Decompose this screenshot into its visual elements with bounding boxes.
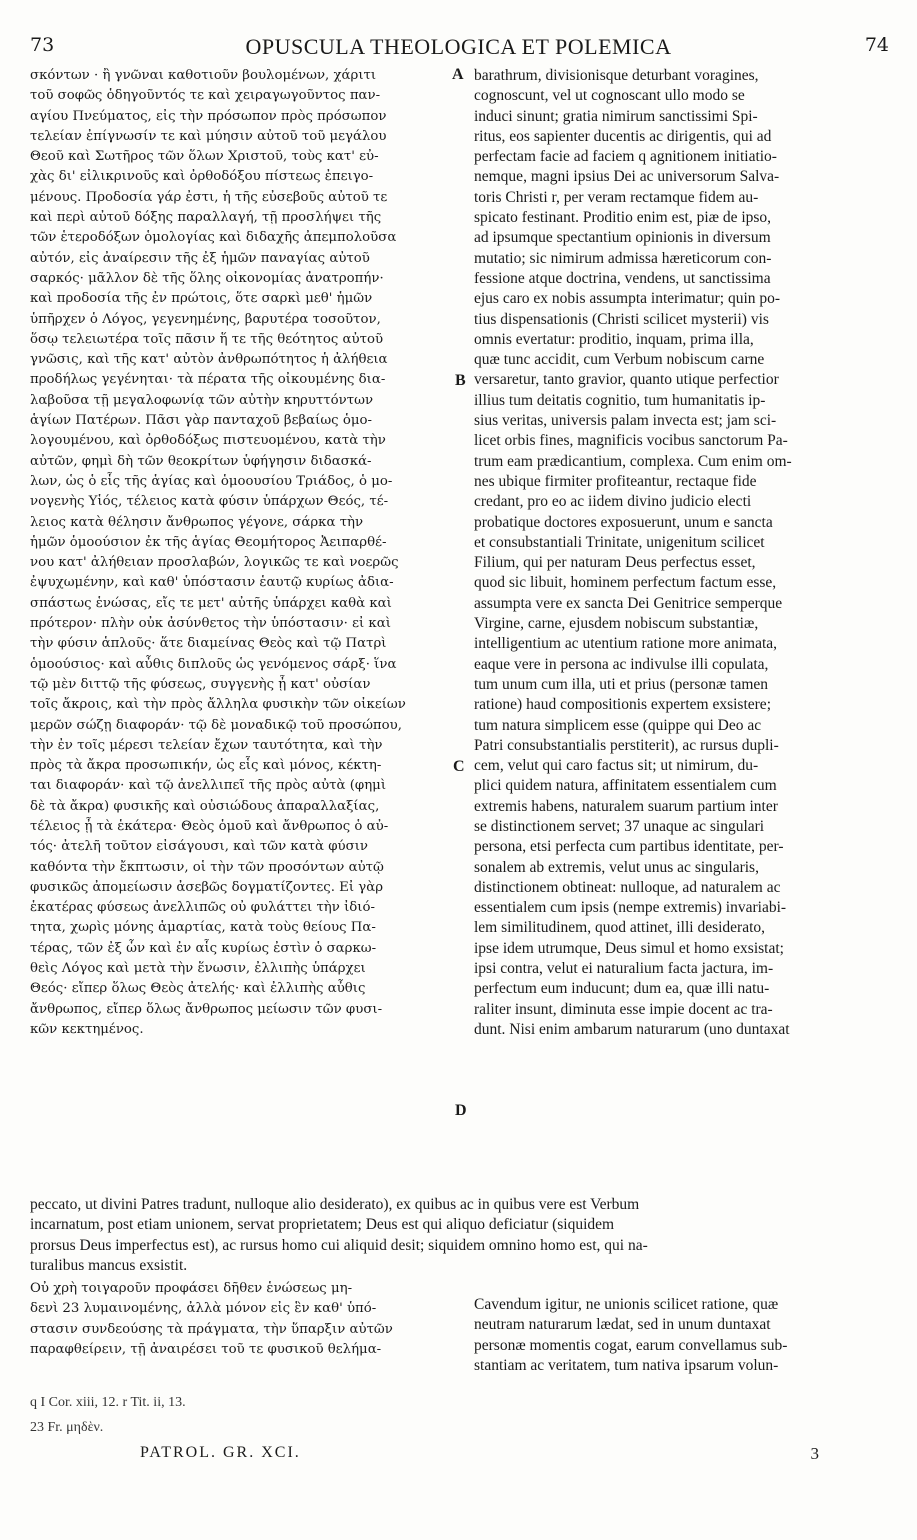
latin-line: sius veritas, universis palam invecta est; jam sci- (474, 412, 777, 430)
signature-number: 3 (810, 1444, 819, 1463)
latin-line: sonalem ab extremis, velut unus ac singularis, (474, 858, 759, 876)
greek-line: στασιν συνδεούσης τὰ πράγματα, τὴν ὕπαρξιν αὐτῶν (30, 1321, 393, 1337)
latin-line: Cavendum igitur, ne unionis scilicet ratione, quæ (474, 1296, 779, 1313)
latin-line: toris Christi r, per veram rectamque fidem au- (474, 188, 759, 206)
latin-line: licet orbis fines, magnificis vocibus sanctorum Pa- (474, 432, 788, 450)
greek-line: τέρας, τῶν ἐξ ὧν καὶ ἐν αἷς κυρίως ἐστὶν ὁ σαρκω- (30, 940, 377, 956)
latin-line: credant, pro eo ac iidem divino judicio electi (474, 493, 752, 511)
latin-line: plici quidem natura, affinitatem essentialem cum (474, 777, 777, 795)
full-width-line: incarnatum, post etiam unionem, servat proprietatem; Deus est qui aliquo deficiatur (siquidem (30, 1216, 615, 1234)
greek-line: ὁμοούσιος· καὶ αὖθις διπλοῦς ὡς γενόμενος σάρξ· ἵνα (30, 656, 397, 672)
latin-line: dunt. Nisi enim ambarum naturarum (uno duntaxat (474, 1020, 790, 1038)
latin-line: nes ubique firmiter profiteantur, rectaque fide (474, 472, 757, 490)
greek-line: ἁγίων Πατέρων. Πᾶσι γὰρ πανταχοῦ βεβαίως ὁμο- (30, 413, 372, 429)
greek-line: καὶ περὶ αὐτοῦ δόξης παραλλαγή, τῇ προσλήψει τῆς (30, 210, 382, 226)
greek-line: προδήλως γεγένηται· τὰ πέρατα τῆς οἰκουμένης δια- (30, 372, 386, 388)
greek-line: χὰς δι' εἰλικρινοῦς καὶ ὀρθοδόξου πίστεως ἐπειγο- (30, 169, 374, 185)
running-title: OPUSCULA THEOLOGICA ET POLEMICA (245, 34, 672, 59)
section-marker-b: B (455, 372, 466, 389)
greek-line: τοῦ σοφῶς ὁδηγοῦντός τε καὶ χειραγωγοῦντος παν- (30, 88, 381, 104)
latin-line: tum unum cum illa, uti et prius (personæ tamen (474, 675, 769, 693)
greek-line: τῶν ἑτεροδόξων ὁμολογίας καὶ διδαχῆς ἀπεμπολοῦσα (30, 230, 397, 246)
latin-line: ratione) haud compositionis expertem exsistere; (474, 696, 771, 714)
latin-line: assumpta vere ex sancta Dei Genitrice semperque (474, 594, 783, 612)
full-width-line: turalibus mancus exsistit. (30, 1256, 188, 1274)
latin-line: versaretur, tanto gravior, quanto utique perfectior (474, 371, 779, 389)
latin-line: se distinctionem servet; 37 unaque ac singulari (474, 817, 765, 835)
greek-line: αγίου Πνεύματος, εἰς τὴν πρόσωπον πρὸς πρόσωπον (30, 108, 387, 124)
latin-line: ipse idem utrumque, Deus simul et homo exsistat; (474, 939, 784, 957)
greek-line: σκόντων · ἢ γνῶναι καθοτιοῦν βουλομένων, χάριτι (30, 68, 377, 83)
latin-line: quæ tunc accidit, cum Verbum nobiscum carne (474, 351, 765, 369)
latin-line: stantiam ac veritatem, tum nativa ipsarum volun- (474, 1356, 779, 1374)
latin-line: extremis habens, naturalem suarum partium inter (474, 797, 778, 815)
latin-line: eaque vere in persona ac indivulse illi copulata, (474, 655, 769, 673)
latin-line: mutatio; sic nimirum admissa hæreticorum con- (474, 249, 772, 267)
greek-line: λογουμένου, καὶ ὀρθοδόξως πιστευομένου, κατὰ τὴν (30, 433, 386, 449)
latin-line: tius dispensationis (Christi scilicet mysterii) vis (474, 310, 769, 328)
latin-line: cognoscunt, vel ut cognoscant ullo modo se (474, 87, 745, 105)
latin-line: omnis evertatur: proditio, inquam, prima illa, (474, 330, 754, 348)
greek-line: Θεός· εἴπερ ὅλως Θεὸς ἀτελής· καὶ ἐλλιπὴς αὖθις (30, 981, 366, 997)
section-marker-c: C (453, 758, 465, 775)
latin-column (474, 66, 884, 1040)
greek-line: σαρκός· μᾶλλον δὲ τῆς ὅλης οἰκονομίας ἀνατροπήν· (30, 270, 384, 286)
greek-line: σπάστως ἑνώσας, εἴς τε μετ' αὐτῆς ὑπάρχει καθὰ καὶ (30, 595, 392, 611)
latin-line: cem, velut qui caro factus sit; ut nimirum, du- (474, 757, 759, 775)
latin-line: et consubstantiali Trinitate, unigenitum scilicet (474, 533, 765, 551)
greek-line: τῷ μὲν διττῷ τῆς φύσεως, συγγενὴς ᾖ κατ' οὐσίαν (30, 676, 371, 692)
greek-line: δενὶ 23 λυμαινομένης, ἀλλὰ μόνον εἰς ἓν καθ' ὑπό- (30, 1301, 377, 1317)
signature-label: PATROL. GR. XCI. (140, 1444, 301, 1461)
latin-line: trum eam prædicantium, complexa. Cum enim om- (474, 452, 792, 470)
right-page-number: 74 (864, 34, 889, 56)
full-width-line: prorsus Deus imperfectus est), ac rursus homo cui aliquid desit; siquidem omnino homo est, qui na- (30, 1236, 648, 1254)
greek-line: ἐψυχωμένην, καὶ καθ' ὑπόστασιν ἑαυτῷ κυρίως ἀδια- (30, 575, 394, 591)
full-width-line: peccato, ut divini Patres tradunt, nulloque alio desiderato), ex quibus ac in quibus vere est Verbum (30, 1196, 640, 1213)
latin-line: illius tum deitatis cognitio, tum humanitatis ip- (474, 391, 766, 409)
latin-line: ipsi contra, velut ei naturalium facta jactura, im- (474, 960, 774, 978)
greek-line: μερῶν σώζῃ διαφοράν· τῷ δὲ μοναδικῷ τοῦ προσώπου, (30, 717, 402, 733)
greek-line: τητα, χωρὶς μόνης ἁμαρτίας, κατὰ τοὺς θείους Πα- (30, 920, 376, 936)
latin-line: persona, etsi perfecta cum partibus identitate, per- (474, 838, 784, 856)
greek-line: ὅσῳ τελειωτέρα τοῖς πᾶσιν ἥ τε τῆς θεότητος αὐτοῦ (30, 331, 384, 347)
greek-line: νογενὴς Υἱός, τέλειος κατὰ φύσιν ὑπάρχων Θεός, τέ- (30, 494, 389, 510)
greek-line: καθόντα τὴν ἔκπτωσιν, οἱ τὴν τῶν προσόντων αὐτῷ (30, 859, 384, 875)
latin-line: raliter insunt, diminuta esse impie docent ac tra- (474, 1000, 773, 1018)
greek-line: τέλειος ᾖ τὰ ἑκάτερα· Θεὸς ὁμοῦ καὶ ἄνθρωπος ὁ αὐ- (30, 818, 389, 834)
latin-line: Filium, qui per naturam Deus perfectus esset, (474, 554, 756, 572)
latin-line: nemque, magni ipsius Dei ac universorum Salva- (474, 168, 780, 186)
latin-line: Patri consubstantialis perstiterit), ac rursus dupli- (474, 736, 779, 754)
greek-line: γνῶσις, καὶ τῆς κατ' αὐτὸν ἀνθρωπότητος ἡ ἀλήθεια (30, 352, 388, 368)
greek-line: λαβοῦσα τῇ μεγαλοφωνίᾳ τῶν αὐτὴν κηρυττόντων (30, 392, 374, 408)
greek-line: αὐτόν, εἰς ἀναίρεσιν τῆς ἐξ ἡμῶν παναγίας αὐτοῦ (30, 250, 370, 266)
greek-line: ἡμῶν ὁμοούσιον ἐκ τῆς ἁγίας Θεομήτορος Ἀειπαρθέ- (30, 534, 387, 550)
latin-line: essentialem cum ipsis (nempe extremis) invariabi- (474, 899, 787, 917)
greek-line: λειος κατὰ θέλησιν ἄνθρωπος γέγονε, σάρκα τὴν (30, 514, 364, 530)
greek-line: πρότερον· πλὴν οὐκ ἀσύνθετος τὴν ὑπόστασιν· εἰ καὶ (30, 616, 391, 632)
greek-line: δὲ τὰ ἄκρα) φυσικῆς καὶ οὐσιώδους ἀπαραλλαξίας, (30, 798, 380, 814)
greek-line: ἑκατέρας φύσεως ἀνελλιπῶς οὐ φυλάττει τὴν ἰδιό- (30, 900, 376, 916)
latin-line: perfectum eum inducunt; dum ea, quæ illi natu- (474, 980, 770, 998)
greek-line: τελείαν ἐπίγνωσίν τε καὶ μύησιν αὐτοῦ τοῦ μεγάλου (30, 128, 387, 144)
greek-line: Θεοῦ καὶ Σωτῆρος τῶν ὅλων Χριστοῦ, τοὺς κατ' εὐ- (30, 149, 379, 165)
latin-line: perfectam facie ad faciem q agnitionem initiatio- (474, 148, 777, 166)
latin-paragraph-bottom (474, 1295, 884, 1376)
latin-line: neutram naturarum lædat, sed in unum duntaxat (474, 1316, 771, 1334)
latin-line: tum natura simplicem esse (quippe qui Deo ac (474, 716, 762, 734)
section-marker-a: A (452, 66, 464, 83)
greek-line: τός· ἀτελῆ τοῦτον εἰσάγουσι, καὶ τῶν κατὰ φύσιν (30, 839, 369, 855)
greek-line: λων, ὡς ὁ εἷς τῆς ἁγίας καὶ ὁμοουσίου Τριάδος, ὁ μο- (30, 473, 393, 489)
latin-line: ejus caro ex nobis assumpta interimatur; quin po- (474, 290, 781, 308)
greek-line: Οὐ χρὴ τοιγαροῦν προφάσει δῆθεν ἑνώσεως μη- (30, 1281, 353, 1296)
greek-paragraph-bottom (30, 1279, 460, 1360)
footnote-variant: 23 Fr. μηδὲν. (30, 1420, 104, 1435)
greek-line: καὶ προδοσία τῆς ἐν πρώτοις, ὅτε σαρκὶ μεθ' ἡμῶν (30, 291, 373, 307)
latin-line: induci sinunt; gratia nimirum sanctissimi Spi- (474, 107, 758, 125)
latin-line: ritus, eos sapienter ducentis ac dirigentis, qui ad (474, 127, 772, 145)
latin-line: probatique doctores exposuerunt, unum e sancta (474, 513, 773, 531)
latin-line: Virgine, carne, ejusdem nobiscum substantiæ, (474, 615, 759, 633)
latin-line: spicato festinant. Proditio enim est, piæ de ipso, (474, 209, 772, 227)
latin-line: intelligentium ac utentium ratione more animata, (474, 635, 778, 653)
greek-line: νου κατ' ἀλήθειαν προσλαβών, λογικῶς τε καὶ νοερῶς (30, 555, 399, 571)
latin-line: distinctionem obtineat: nulloque, ad naturalem ac (474, 878, 781, 896)
latin-line: fessione atque doctrina, vendens, ut sanctissima (474, 269, 771, 287)
section-marker-d: D (455, 1102, 467, 1119)
latin-line: ad ipsumque spectantium opinionis in diversum (474, 229, 771, 247)
greek-line: τὴν φύσιν ἁπλοῦς· ἅτε διαμείνας Θεὸς καὶ τῷ Πατρὶ (30, 636, 387, 652)
greek-line: παραφθείρειν, τῇ ἀναιρέσει τοῦ τε φυσικοῦ θελήμα- (30, 1341, 382, 1357)
greek-line: ἄνθρωπος, εἴπερ ὅλως ἄνθρωπος μείωσιν τῶν φυσι- (30, 1001, 383, 1017)
greek-line: ὑπῆρχεν ὁ Λόγος, γεγενημένης, βαρυτέρα τοσοῦτον, (30, 311, 381, 327)
greek-line: τὴν ἐν τοῖς μέρεσι τελείαν ἔχων ταυτότητα, καὶ τὴν (30, 737, 383, 753)
latin-line: personæ momentis cogat, earum convellamus sub- (474, 1336, 788, 1354)
greek-line: μένους. Προδοσία γάρ ἐστι, ἡ τῆς εὐσεβοῦς αὐτοῦ τε (30, 189, 388, 205)
greek-line: τοῖς ἄκροις, καὶ τὴν πρὸς ἄλληλα φυσικὴν τῶν οἰκείων (30, 697, 406, 713)
greek-line: αὐτῶν, φημὶ δὴ τῶν θεοκρίτων ὑφήγησιν διδασκά- (30, 453, 372, 469)
latin-line: barathrum, divisionisque deturbant voragines, (474, 67, 759, 84)
greek-line: κῶν κεκτημένος. (30, 1021, 144, 1037)
greek-line: ται διαφοράν· καὶ τῷ ἀνελλιπεῖ τῆς πρὸς αὐτὰ (φημὶ (30, 778, 387, 794)
greek-column (30, 66, 450, 1040)
latin-line: quod sic libuit, hominem perfectum factum esse, (474, 574, 777, 592)
greek-line: πρὸς τὰ ἄκρα προσωπικήν, ὡς εἷς καὶ μόνος, κέκτη- (30, 758, 382, 774)
greek-line: φυσικῶς ἀπομείωσιν ἀσεβῶς δογματίζοντες. Εἰ γὰρ (30, 879, 384, 895)
footnote-references: q I Cor. xiii, 12. r Tit. ii, 13. (30, 1395, 186, 1410)
latin-line: lem similitudinem, quod attinet, illi desiderato, (474, 919, 766, 937)
greek-line: θεὶς Λόγος καὶ μετὰ τὴν ἕνωσιν, ἐλλιπὴς ὑπάρχει (30, 961, 366, 977)
full-width-paragraph (30, 1195, 890, 1276)
left-page-number: 73 (30, 34, 55, 56)
